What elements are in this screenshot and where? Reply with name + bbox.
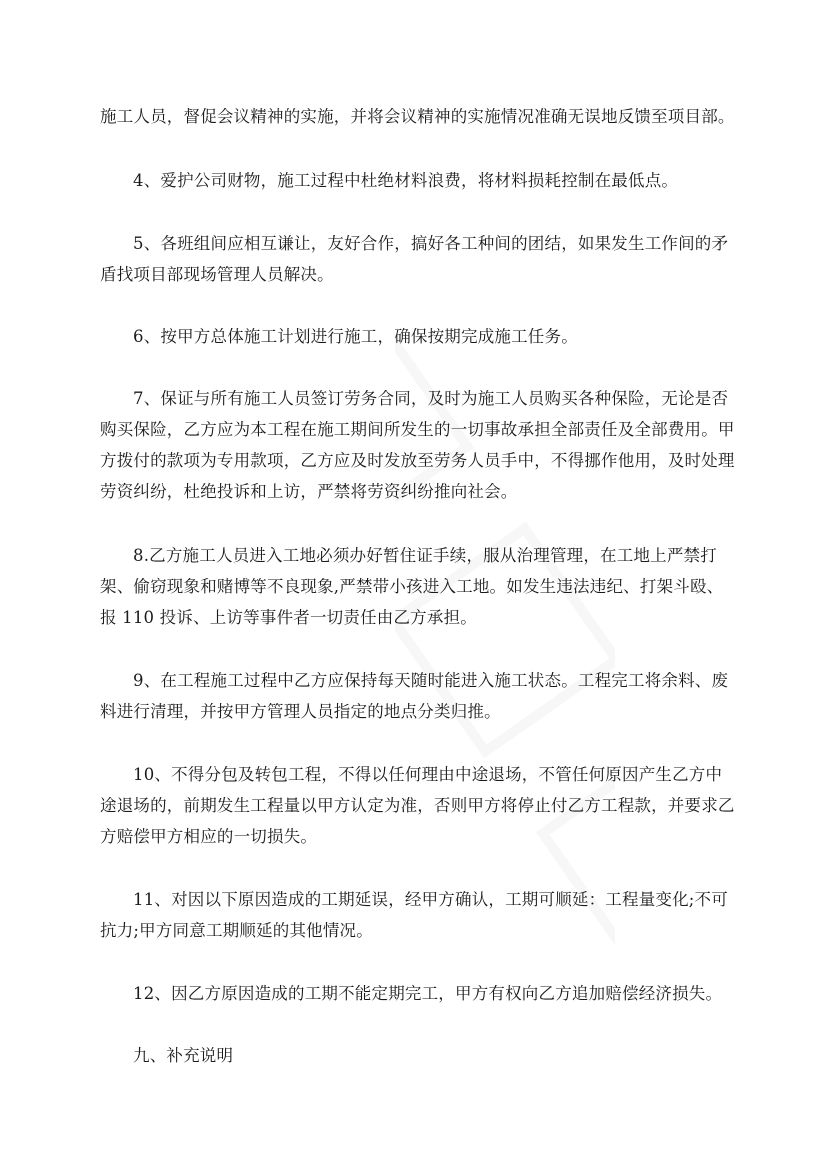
paragraph-item-9: 9、在工程施工过程中乙方应保持每天随时能进入施工状态。工程完工将余料、废料进行清理，并按甲方管理人员指定的地点分类归推。 — [100, 671, 729, 721]
paragraph-item-12: 12、因乙方原因造成的工期不能定期完工，甲方有权向乙方追加赔偿经济损失。 — [133, 984, 723, 1003]
paragraph-item-10: 10、不得分包及转包工程，不得以任何理由中途退场，不管任何原因产生乙方中途退场的，前期发生工程量以甲方认定为准，否则甲方将停止付乙方工程款，并要求乙方赔偿甲方相应的一切损失。 — [100, 765, 735, 846]
paragraph-item-11: 11、对因以下原因造成的工期延误，经甲方确认，工期可顺延：工程量变化;不可抗力;甲方同意工期顺延的其他情况。 — [100, 890, 728, 940]
section-heading-supplement: 九、补充说明 — [133, 1046, 234, 1065]
paragraph-item-7: 7、保证与所有施工人员签订劳务合同，及时为施工人员购买各种保险，无论是否购买保险，乙方应为本工程在施工期间所发生的一切事故承担全部责任及全部费用。甲方拨付的款项为专用款项，乙方应及时发放至劳务人员手中，不得挪作他用，及时处理劳资纠纷，杜绝投诉和上访，严禁将劳资纠纷推向社会。 — [100, 389, 735, 501]
paragraph-item-4: 4、爱护公司财物，施工过程中杜绝材料浪费，将材料损耗控制在最低点。 — [133, 171, 679, 190]
paragraph-item-6: 6、按甲方总体施工计划进行施工，确保按期完成施工任务。 — [133, 327, 578, 346]
paragraph-item-5: 5、各班组间应相互谦让，友好合作，搞好各工种间的团结，如果发生工作间的矛盾找项目部现场管理人员解决。 — [100, 234, 729, 284]
paragraph-item-8: 8.乙方施工人员进入工地必须办好暂住证手续，服从治理管理，在工地上严禁打架、偷窃现象和赌博等不良现象,严禁带小孩进入工地。如发生违法违纪、打架斗殴、报 110 投诉、上访等事件者一切责任由乙方承担。 — [100, 546, 724, 627]
paragraph-continuation: 施工人员，督促会议精神的实施，并将会议精神的实施情况准确无误地反馈至项目部。 — [100, 107, 735, 126]
